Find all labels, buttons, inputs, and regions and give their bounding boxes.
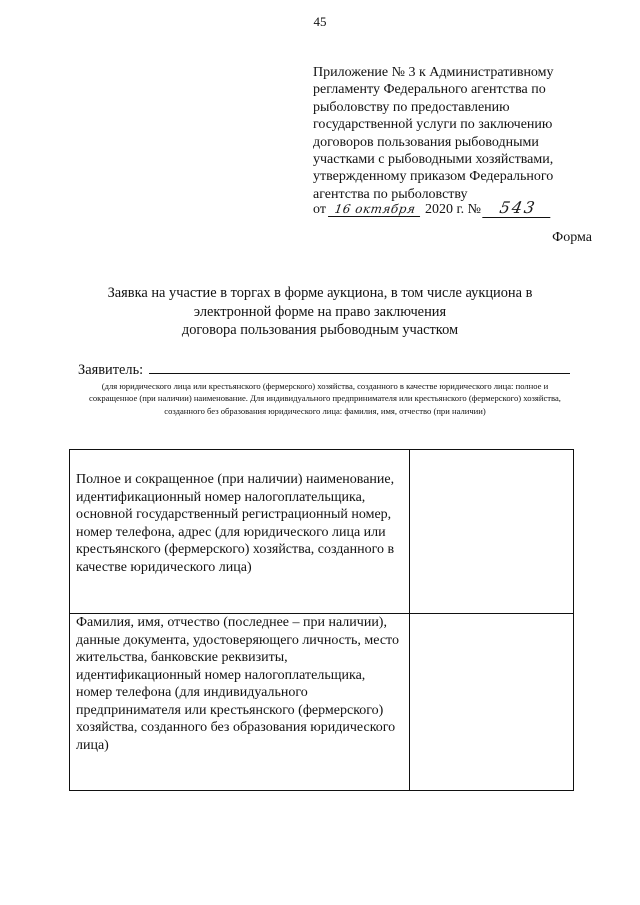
legal-entity-details-value: [409, 450, 573, 614]
order-prefix: от: [313, 202, 326, 217]
individual-details-value: [409, 614, 573, 791]
table-row: [70, 450, 574, 614]
title-line-1: Заявка на участие в торгах в форме аукциона, в том числе аукциона в: [107, 285, 533, 301]
applicant-note: (для юридического лица или крестьянского (фермерского) хозяйства, созданного в качестве юридического лица: полное и сокращенное (при наличии) наименование. Для индивидуального предпринимателя или крестьянского (фермерского) хозяйства, созданного без образования юридического лица: фамилия, имя, отчество (при наличии): [89, 381, 561, 416]
title-line-3: договора пользования рыбоводным участком: [181, 322, 459, 339]
applicant-label: Заявитель:: [78, 362, 144, 378]
page-number: 45: [313, 14, 327, 29]
individual-details-label: Фамилия, имя, отчество (последнее – при наличии), данные документа, удостоверяющего личность, место жительства, банковские реквизиты, идентификационный номер налогоплательщика, номер телефона (для индивидуального предпринимателя или крестьянского (фермерского) хозяйства, созданного без образования юридического лица): [70, 614, 410, 791]
order-year: 2020 г. №: [424, 202, 481, 217]
appendix-header: Приложение № 3 к Административному регламенту Федерального агентства по рыболовству по предоставлению государственной услуги по заключению договоров пользования рыбоводными участками с рыбоводными хозяйствами, утвержденному приказом Федерального агентства по рыболовству: [313, 65, 554, 202]
document-title: [0, 284, 640, 340]
form-label: Форма: [552, 230, 592, 245]
legal-entity-details-label: Полное и сокращенное (при наличии) наименование, идентификационный номер налогоплательщика, основной государственный регистрационный номер, номер телефона, адрес (для юридического лица или крестьянского (фермерского) хозяйства, созданного в качестве юридического лица): [70, 450, 410, 614]
order-date-handwritten: 16 октября: [328, 202, 422, 217]
applicant-info-table: [69, 449, 574, 791]
table-row: [70, 614, 574, 791]
order-reference: [313, 198, 593, 218]
order-number-handwritten: 543: [483, 198, 555, 218]
applicant-fill-line: [149, 373, 570, 374]
title-line-2: электронной форме на право заключения: [193, 303, 447, 320]
